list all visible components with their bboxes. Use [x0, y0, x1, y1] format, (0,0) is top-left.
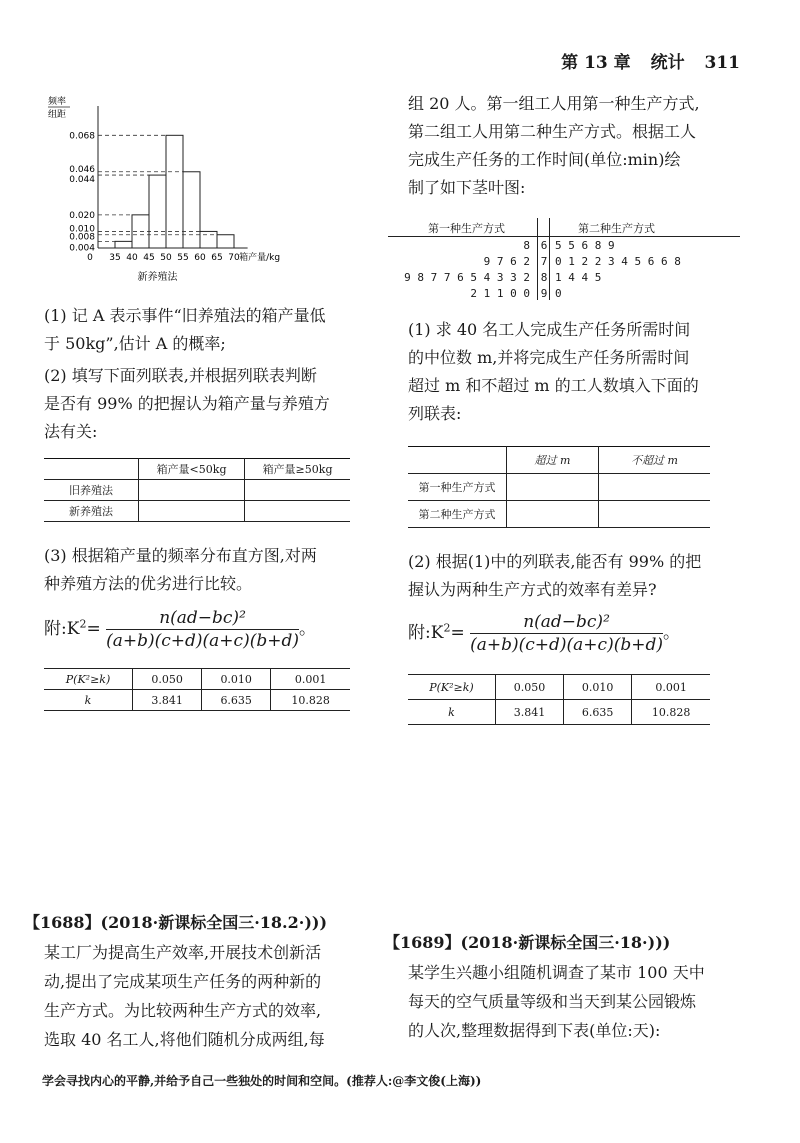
x-tick-label: 55 [177, 253, 189, 263]
left-q1-line: (1) 记 A 表示事件“旧养殖法的箱产量低 [44, 306, 326, 325]
stem-leaf-plot [388, 218, 740, 300]
table-row [44, 501, 350, 522]
formula-sup: 2 [79, 617, 87, 631]
right-formula [408, 612, 680, 655]
y-axis-label: 组距 [48, 110, 67, 120]
left-q2-line: 法有关: [44, 422, 98, 441]
right-q2 [408, 548, 748, 604]
stem-leaf-left-leaves: 8 [523, 239, 530, 252]
x-tick-label: 70 [228, 253, 240, 263]
y-axis-label: 频率 [48, 97, 67, 107]
formula-end: 。 [662, 623, 680, 643]
x-axis-label: 箱产量/kg [239, 253, 281, 263]
table-cell [139, 480, 245, 501]
left-q1-line: 于 50kg”,估计 A 的概率; [44, 334, 226, 353]
problem-line: 某学生兴趣小组随机调查了某市 100 天中 [408, 963, 705, 982]
table-row [44, 690, 350, 711]
y-tick-label: 0.004 [69, 243, 95, 254]
formula-fraction [470, 612, 663, 655]
x-tick-label: 50 [160, 253, 172, 263]
table-cell [507, 474, 599, 501]
right-q1-line: 列联表: [408, 404, 462, 423]
table-cell: 3.841 [133, 690, 202, 711]
table-cell: 0.050 [133, 669, 202, 690]
stem-value: 8 [540, 271, 548, 284]
intro-line: 完成生产任务的工作时间(单位:min)绘 [408, 150, 681, 169]
table-cell [245, 480, 350, 501]
table-header: 不超过 m [598, 447, 710, 474]
crescent-icon: )) [304, 913, 320, 932]
table-cell: k [44, 690, 133, 711]
table-cell: 0.001 [271, 669, 350, 690]
x-tick-label: 60 [194, 253, 206, 263]
right-k-table [408, 674, 710, 725]
table-cell [408, 447, 507, 474]
stem-leaf-right-leaves: 0 [555, 287, 562, 300]
y-tick-label: 0.020 [69, 210, 95, 221]
left-q1 [44, 302, 364, 358]
chart-caption: 新养殖法 [137, 272, 178, 283]
x-tick-label: 35 [109, 253, 121, 263]
right-q1 [408, 316, 748, 428]
histogram-bar [115, 241, 132, 248]
formula-fraction [106, 608, 299, 651]
left-q3-line: (3) 根据箱产量的频率分布直方图,对两 [44, 546, 317, 565]
origin-label: 0 [87, 253, 93, 263]
formula-numerator: n(ad−bc)² [106, 608, 299, 630]
table-row [408, 675, 710, 700]
right-q1-line: 超过 m 和不超过 m 的工人数填入下面的 [408, 376, 699, 395]
problem-1689-body [408, 958, 748, 1045]
histogram-bar [217, 235, 234, 248]
histogram-bar [183, 172, 200, 248]
formula-numerator: n(ad−bc)² [470, 612, 663, 634]
table-cell: 3.841 [495, 700, 563, 725]
table-header: 箱产量<50kg [139, 459, 245, 480]
table-row [408, 501, 710, 528]
table-cell [139, 501, 245, 522]
stem-leaf-right-leaves: 1 4 4 5 [555, 271, 602, 284]
problem-line: 每天的空气质量等级和当天到某公园锻炼 [408, 992, 697, 1011]
page-number: 311 [704, 53, 740, 73]
table-cell: 0.010 [202, 669, 271, 690]
table-cell [507, 501, 599, 528]
right-q2-line: (2) 根据(1)中的列联表,能否有 99% 的把 [408, 552, 702, 571]
x-tick-label: 65 [211, 253, 223, 263]
section-label: 统计 [650, 53, 685, 73]
table-row [408, 474, 710, 501]
stem-leaf-right-leaves: 5 5 6 8 9 [555, 239, 615, 252]
x-tick-label: 40 [126, 253, 138, 263]
stem-leaf-left-leaves: 2 1 1 0 0 [470, 287, 530, 300]
x-tick-label: 45 [143, 253, 155, 263]
left-q2-line: (2) 填写下面列联表,并根据列联表判断 [44, 366, 317, 385]
stem-value: 9 [540, 287, 548, 300]
right-contingency-table [408, 446, 710, 528]
formula-sup: 2 [443, 621, 451, 635]
right-q1-line: 的中位数 m,并将完成生产任务所需时间 [408, 348, 690, 367]
table-header: 超过 m [507, 447, 599, 474]
row-header: 新养殖法 [44, 501, 139, 522]
formula-prefix: 附:K [44, 619, 80, 639]
problem-1689-heading: 【1689】(2018·新课标全国三·18·))) [384, 933, 671, 952]
table-row [408, 447, 710, 474]
problem-1688-body [44, 938, 374, 1054]
table-cell: P(K²≥k) [408, 675, 495, 700]
chapter-label: 第 13 章 [561, 53, 631, 73]
table-row [44, 669, 350, 690]
y-tick-label: 0.046 [69, 164, 95, 175]
formula-eq: = [86, 619, 101, 639]
stem-leaf-right-title: 第二种生产方式 [578, 222, 655, 235]
table-cell: 6.635 [564, 700, 632, 725]
problem-1689-label: 【1689】(2018·新课标全国三·18· [384, 933, 648, 952]
problem-line: 生产方式。为比较两种生产方式的效率, [44, 1001, 322, 1020]
stem-leaf-divider [388, 236, 740, 237]
problem-1688-label: 【1688】(2018·新课标全国三·18.2· [24, 913, 305, 932]
histogram-bar [149, 175, 166, 248]
stem-leaf-divider [537, 218, 538, 300]
page-header [561, 48, 740, 73]
y-tick-label: 0.010 [69, 224, 95, 235]
intro-line: 第二组工人用第二种生产方式。根据工人 [408, 122, 697, 141]
table-cell: 10.828 [271, 690, 350, 711]
row-header: 旧养殖法 [44, 480, 139, 501]
table-row [44, 459, 350, 480]
crescent-icon: )) [647, 933, 663, 952]
y-tick-label: 0.044 [69, 175, 95, 186]
problem-line: 的人次,整理数据得到下表(单位:天): [408, 1021, 661, 1040]
problem-1688-heading: 【1688】(2018·新课标全国三·18.2·))) [24, 913, 328, 932]
row-header: 第二种生产方式 [408, 501, 507, 528]
left-k-table [44, 668, 350, 711]
left-q3-line: 种养殖方法的优劣进行比较。 [44, 574, 253, 593]
right-q1-line: (1) 求 40 名工人完成生产任务所需时间 [408, 320, 691, 339]
table-cell [598, 501, 710, 528]
formula-denominator: (a+b)(c+d)(a+c)(b+d) [470, 635, 663, 655]
formula-prefix: 附:K [408, 623, 444, 643]
left-q3 [44, 542, 364, 598]
y-tick-label: 0.068 [69, 131, 95, 142]
left-formula [44, 608, 316, 651]
stem-leaf-left-leaves: 9 7 6 2 [483, 255, 530, 268]
histogram-bar [200, 231, 217, 248]
table-row [44, 480, 350, 501]
table-cell: 0.010 [564, 675, 632, 700]
stem-leaf-left-leaves: 9 8 7 7 6 5 4 3 3 2 [404, 271, 530, 284]
left-q2 [44, 362, 364, 446]
page-footer: 学会寻找内心的平静,并给予自己一些独处的时间和空间。(推荐人:@李文俊(上海)) [42, 1074, 482, 1088]
table-cell: 0.001 [632, 675, 710, 700]
right-intro [408, 90, 748, 202]
stem-leaf-right-leaves: 0 1 2 2 3 4 5 6 6 8 [555, 255, 681, 268]
table-cell: 0.050 [495, 675, 563, 700]
histogram-chart [40, 92, 360, 302]
stem-leaf-left-title: 第一种生产方式 [428, 222, 505, 235]
table-cell: 6.635 [202, 690, 271, 711]
intro-line: 组 20 人。第一组工人用第一种生产方式, [408, 94, 700, 113]
table-cell [245, 501, 350, 522]
table-cell: P(K²≥k) [44, 669, 133, 690]
problem-line: 选取 40 名工人,将他们随机分成两组,每 [44, 1030, 325, 1049]
right-q2-line: 握认为两种生产方式的效率有差异? [408, 580, 657, 599]
left-q2-line: 是否有 99% 的把握认为箱产量与养殖方 [44, 394, 330, 413]
stem-value: 7 [540, 255, 548, 268]
stem-value: 6 [540, 239, 548, 252]
table-cell: 10.828 [632, 700, 710, 725]
intro-line: 制了如下茎叶图: [408, 178, 526, 197]
stem-leaf-divider [549, 218, 550, 300]
table-header: 箱产量≥50kg [245, 459, 350, 480]
formula-end: 。 [298, 619, 316, 639]
row-header: 第一种生产方式 [408, 474, 507, 501]
table-row [408, 700, 710, 725]
formula-denominator: (a+b)(c+d)(a+c)(b+d) [106, 631, 299, 651]
table-cell: k [408, 700, 495, 725]
table-cell [44, 459, 139, 480]
formula-eq: = [450, 623, 465, 643]
problem-line: 动,提出了完成某项生产任务的两种新的 [44, 972, 322, 991]
problem-line: 某工厂为提高生产效率,开展技术创新活 [44, 943, 322, 962]
table-cell [598, 474, 710, 501]
y-tick-label: 0.008 [69, 232, 95, 243]
left-contingency-table [44, 458, 350, 522]
